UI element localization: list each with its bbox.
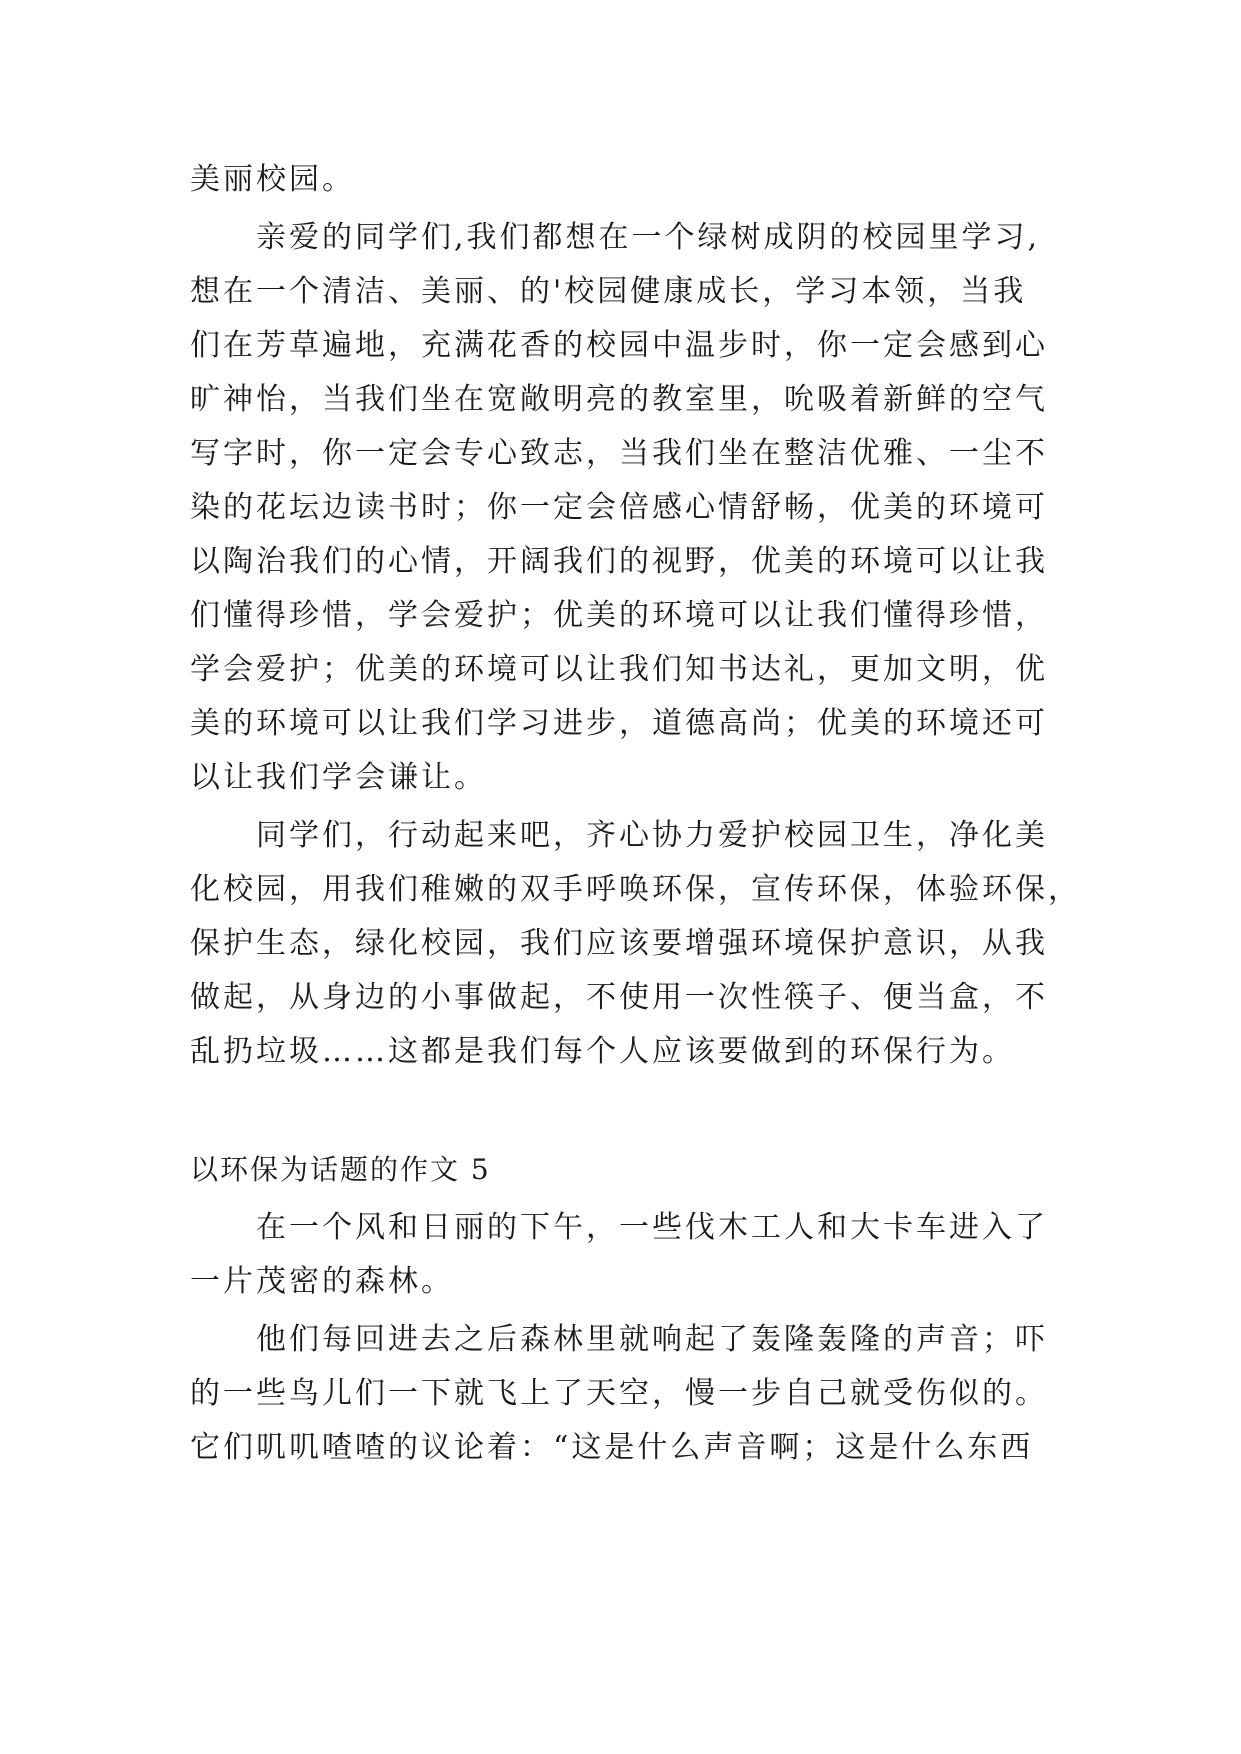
paragraph-start-line: 同学们，行动起来吧，齐心协力爱护校园卫生，净化美 (256, 818, 1048, 853)
paragraph-start-line: 他们每回进去之后森林里就响起了轰隆轰隆的声音；吓 (256, 1322, 1048, 1357)
text-line: 想在一个清洁、美丽、的'校园健康成长，学习本领，当我 (190, 274, 1027, 309)
text-line: 乱扔垃圾……这都是我们每个人应该要做到的环保行为。 (190, 1034, 1015, 1069)
text-line: 学会爱护；优美的环境可以让我们知书达礼，更加文明，优 (190, 652, 1048, 687)
text-line: 一片茂密的森林。 (190, 1264, 454, 1299)
paragraph-start-line: 在一个风和日丽的下午，一些伐木工人和大卡车进入了 (256, 1210, 1048, 1245)
text-line: 保护生态，绿化校园，我们应该要增强环境保护意识，从我 (190, 926, 1048, 961)
text-line: 染的花坛边读书时；你一定会倍感心情舒畅，优美的环境可 (190, 490, 1048, 525)
text-line: 美丽校园。 (190, 162, 355, 197)
paragraph-start-line: 亲爱的同学们,我们都想在一个绿树成阴的校园里学习, (256, 220, 1041, 255)
text-line: 旷神怡，当我们坐在宽敞明亮的教室里，吮吸着新鲜的空气 (190, 382, 1048, 417)
text-line: 们懂得珍惜，学会爱护；优美的环境可以让我们懂得珍惜， (190, 598, 1048, 633)
text-line: 化校园，用我们稚嫩的双手呼唤环保，宣传环保，体验环保， (190, 872, 1081, 907)
text-line: 写字时，你一定会专心致志，当我们坐在整洁优雅、一尘不 (190, 436, 1048, 471)
text-line: 的一些鸟儿们一下就飞上了天空，慢一步自己就受伤似的。 (190, 1376, 1048, 1411)
text-line: 美的环境可以让我们学习进步，道德高尚；优美的环境还可 (190, 706, 1048, 741)
text-line: 做起，从身边的小事做起，不使用一次性筷子、便当盒，不 (190, 980, 1048, 1015)
text-line: 以让我们学会谦让。 (190, 760, 487, 795)
section-heading: 以环保为话题的作文 5 (190, 1153, 491, 1186)
text-line: 以陶治我们的心情，开阔我们的视野，优美的环境可以让我 (190, 544, 1048, 579)
text-line: 它们叽叽喳喳的议论着：“这是什么声音啊；这是什么东西 (190, 1430, 1034, 1465)
text-line: 们在芳草遍地，充满花香的校园中温步时，你一定会感到心 (190, 328, 1048, 363)
